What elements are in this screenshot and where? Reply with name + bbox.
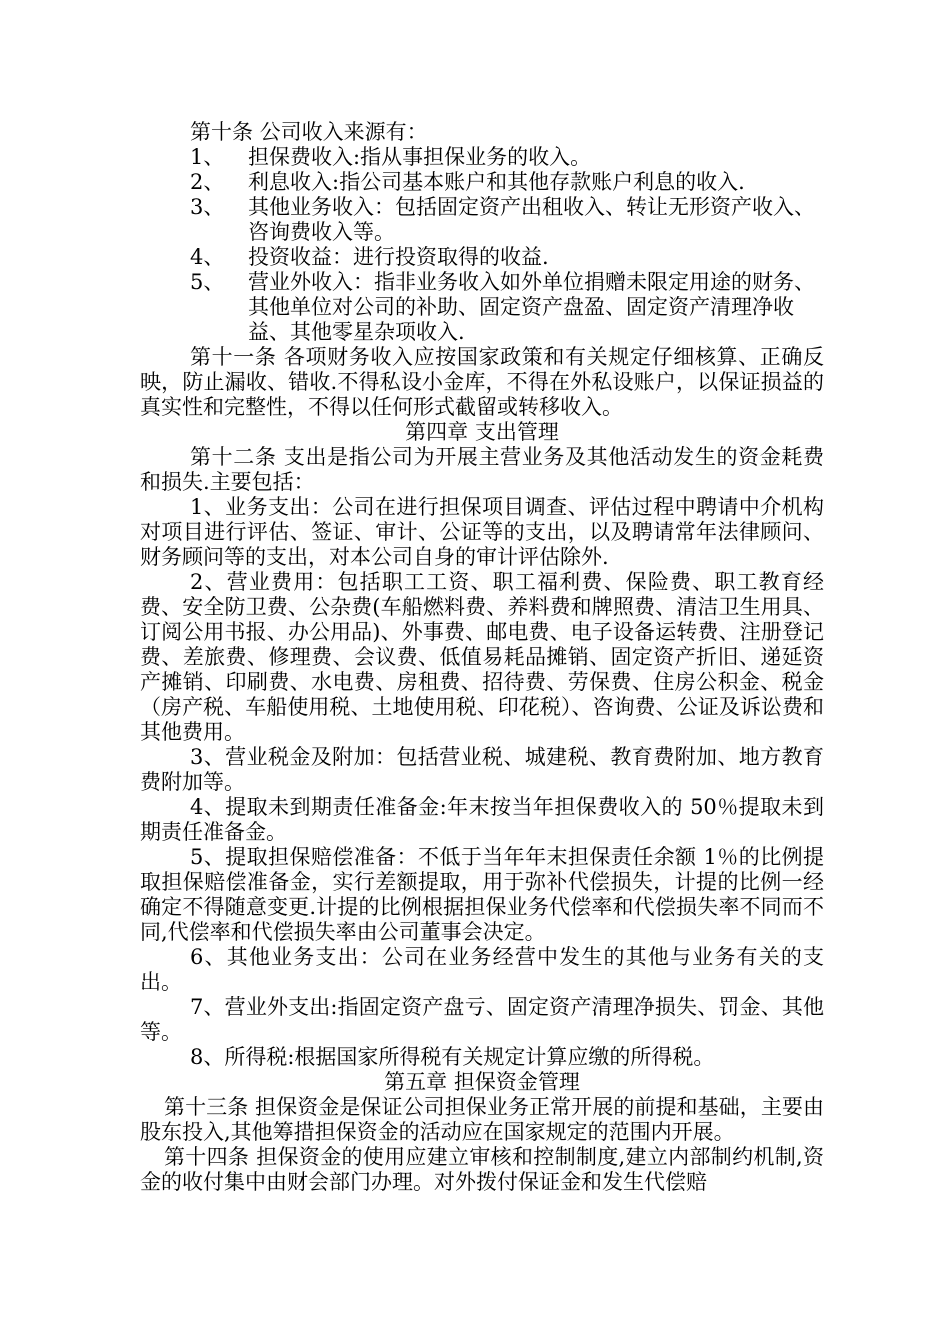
list-item [140, 195, 824, 245]
list-item-number: 1、 [190, 145, 225, 169]
article-14: 第十四条 担保资金的使用应建立审核和控制制度,建立内部制约机制,资金的收付集中由财会部门办理。对外拨付保证金和发生代偿赔 [140, 1145, 824, 1194]
article-12-item: 6、其他业务支出：公司在业务经营中发生的其他与业务有关的支出。 [140, 945, 824, 994]
list-item-number: 2、 [190, 170, 225, 194]
list-item [140, 170, 824, 195]
article-12-item: 8、所得税:根据国家所得税有关规定计算应缴的所得税。 [190, 1045, 715, 1069]
list-item [140, 145, 824, 170]
article-12-item: 5、提取担保赔偿准备：不低于当年年末担保责任余额 1％的比例提取担保赔偿准备金，实行差额提取，用于弥补代偿损失，计提的比例一经确定不得随意变更.计提的比例根据担保业务代偿率和代偿损失率不同而不同,代偿率和代偿损失率由公司董事会决定。 [140, 845, 824, 944]
chapter-4-heading: 第四章 支出管理 [405, 420, 559, 444]
article-11: 第十一条 各项财务收入应按国家政策和有关规定仔细核算、正确反映，防止漏收、错收.不得私设小金库，不得在外私设账户，以保证损益的真实性和完整性，不得以任何形式截留或转移收入。 [140, 345, 824, 419]
document-body [140, 120, 824, 1195]
list-item-text: 投资收益：进行投资取得的收益. [248, 245, 549, 269]
article-12-item: 3、营业税金及附加：包括营业税、城建税、教育费附加、地方教育费附加等。 [140, 745, 824, 794]
list-item [140, 245, 824, 270]
chapter-5-heading: 第五章 担保资金管理 [384, 1070, 580, 1094]
article-13: 第十三条 担保资金是保证公司担保业务正常开展的前提和基础，主要由股东投入,其他筹措担保资金的活动应在国家规定的范围内开展。 [140, 1095, 824, 1144]
article-12-item: 1、业务支出：公司在进行担保项目调查、评估过程中聘请中介机构对项目进行评估、签证、审计、公证等的支出，以及聘请常年法律顾问、财务顾问等的支出，对本公司自身的审计评估除外. [140, 495, 824, 569]
list-item-text: 利息收入:指公司基本账户和其他存款账户利息的收入. [248, 170, 745, 194]
article-12-item: 2、营业费用：包括职工工资、职工福利费、保险费、职工教育经费、安全防卫费、公杂费(车船燃料费、养料费和牌照费、清洁卫生用具、订阅公用书报、办公用品)、外事费、邮电费、电子设备运转费、注册登记费、差旅费、修理费、会议费、低值易耗品摊销、固定资产折旧、递延资产摊销、印刷费、水电费、房租费、招待费、劳保费、住房公积金、税金（房产税、车船使用税、土地使用税、印花税）、咨询费、公证及诉讼费和其他费用。 [140, 570, 824, 744]
article-12-item: 4、提取未到期责任准备金:年末按当年担保费收入的 50％提取未到期责任准备金。 [140, 795, 824, 844]
list-item-number: 4、 [190, 245, 225, 269]
list-item-text: 担保费收入:指从事担保业务的收入。 [248, 145, 592, 169]
list-item-text: 营业外收入：指非业务收入如外单位捐赠未限定用途的财务、其他单位对公司的补助、固定资产盘盈、固定资产清理净收益、其他零星杂项收入. [248, 270, 815, 344]
list-item-text: 其他业务收入：包括固定资产出租收入、转让无形资产收入、咨询费收入等。 [248, 195, 815, 244]
list-item [140, 270, 824, 345]
article-12-item: 7、营业外支出:指固定资产盘亏、固定资产清理净损失、罚金、其他等。 [140, 995, 824, 1044]
list-item-number: 5、 [190, 270, 225, 294]
article-10-title: 第十条 公司收入来源有： [190, 120, 428, 144]
article-12-intro: 第十二条 支出是指公司为开展主营业务及其他活动发生的资金耗费和损失.主要包括： [140, 445, 824, 494]
list-item-number: 3、 [190, 195, 225, 219]
